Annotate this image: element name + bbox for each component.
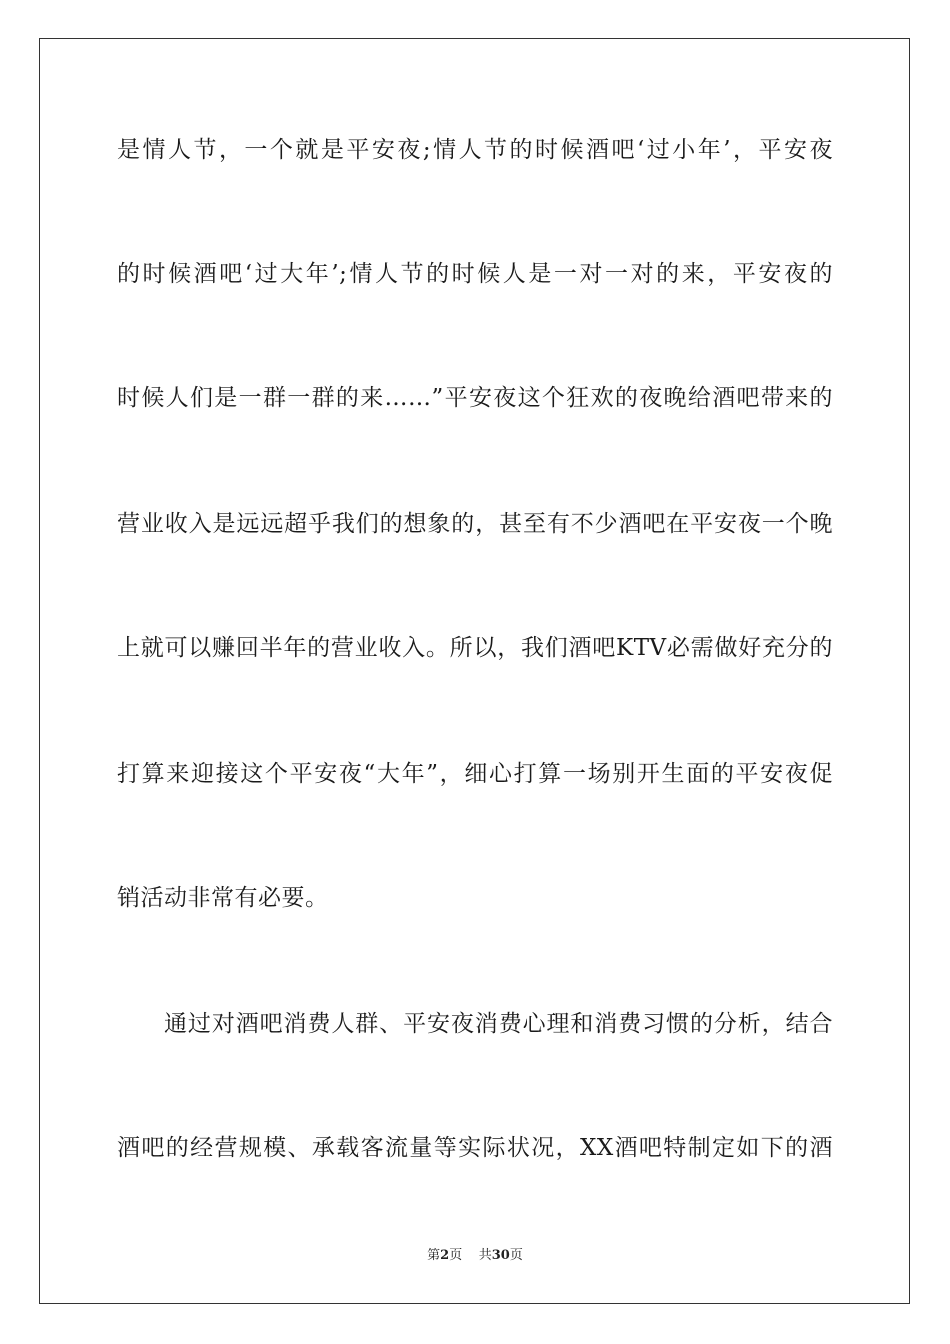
footer-total-prefix: 共	[478, 1248, 492, 1263]
footer-page-prefix: 第	[427, 1248, 441, 1263]
body-line-7: 销活动非常有必要。	[117, 885, 329, 911]
body-line-3: 时候人们是一群一群的来……”平安夜这个狂欢的夜晚给酒吧带来的	[117, 385, 833, 411]
footer-page-number: 2	[440, 1248, 450, 1263]
body-line-9: 酒吧的经营规模、承载客流量等实际状况，XX酒吧特制定如下的酒	[117, 1135, 833, 1161]
page-border	[39, 38, 910, 1304]
body-line-6: 打算来迎接这个平安夜“大年”，细心打算一场别开生面的平安夜促	[117, 761, 833, 787]
body-line-8: 通过对酒吧消费人群、平安夜消费心理和消费习惯的分析，结合	[164, 1011, 833, 1037]
body-line-4: 营业收入是远远超乎我们的想象的，甚至有不少酒吧在平安夜一个晚	[117, 511, 833, 537]
footer-page-suffix: 页	[449, 1248, 463, 1263]
body-line-1: 是情人节，一个就是平安夜;情人节的时候酒吧‘过小年’，平安夜	[117, 137, 833, 163]
page-footer	[0, 1246, 950, 1266]
footer-total-pages: 30	[491, 1248, 510, 1263]
footer-total-suffix: 页	[509, 1248, 523, 1263]
body-line-2: 的时候酒吧‘过大年’;情人节的时候人是一对一对的来，平安夜的	[117, 261, 833, 287]
body-line-5: 上就可以赚回半年的营业收入。所以，我们酒吧KTV必需做好充分的	[117, 635, 833, 661]
